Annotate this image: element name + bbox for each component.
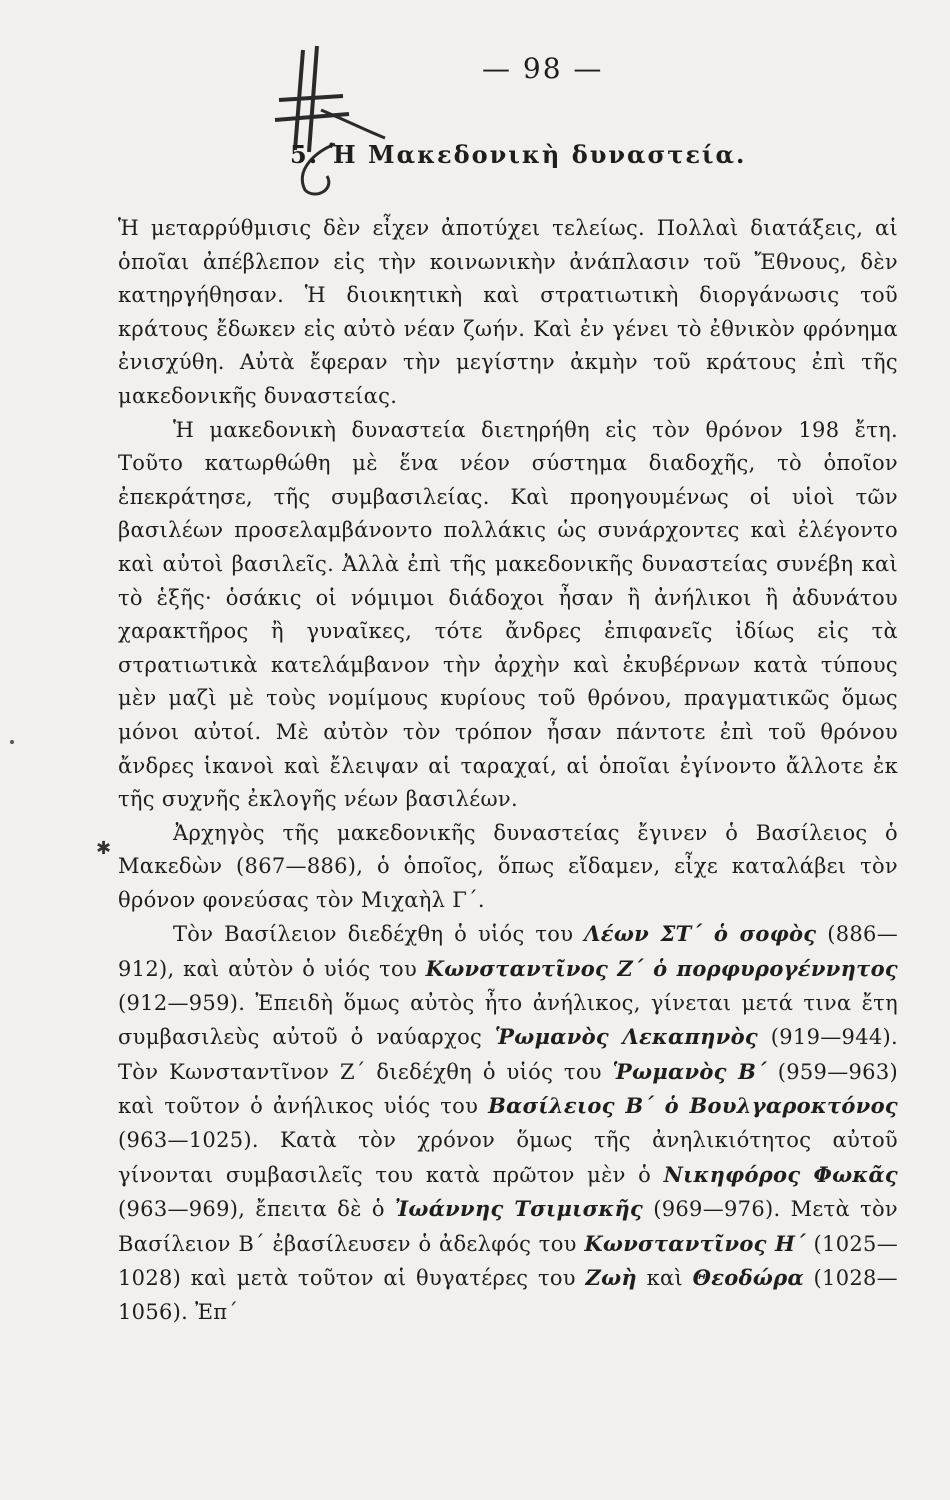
section-heading: 5. Ἡ Μακεδονικὴ δυναστεία. xyxy=(290,140,747,169)
text-run: (919—944). Τὸν Κωνσταντῖνον Ζ΄ διεδέχθη ὁ υἱός του xyxy=(118,1025,898,1084)
paragraph-p3 xyxy=(118,817,898,918)
text-run: Ἡ μακεδονικὴ δυναστεία διετηρήθη εἰς τὸν θρόνον 198 ἔτη. Τοῦτο κατωρθώθη μὲ ἕνα νέον σύστημα διαδοχῆς, τὸ ὁποῖον ἐπεκράτησε, τῆς συμβασιλείας. Καὶ προηγουμένως οἱ υἱοὶ τῶν βασιλέων προσελαμβάνοντο πολλάκις ὡς συνάρχοντες καὶ ἐλέγοντο καὶ αὐτοὶ βασιλεῖς. Ἀλλὰ ἐπὶ τῆς μακεδονικῆς δυναστείας συνέβη καὶ τὸ ἑξῆς· ὁσάκις οἱ νόμιμοι διάδοχοι ἦσαν ἢ ἀνήλικοι ἢ ἀδυνάτου χαρακτῆρος ἢ γυναῖκες, τότε ἄνδρες ἐπιφανεῖς ἰδίως εἰς τὰ στρατιωτικὰ κατελάμβανον τὴν ἀρχὴν καὶ ἐκυβέρνων κατὰ τύπους μὲν μαζὶ μὲ τοὺς νομίμους κυρίους τοῦ θρόνου, πραγματικῶς ὅμως μόνοι αὐτοί. Μὲ αὐτὸν τὸν τρόπον ἦσαν πάντοτε ἐπὶ τοῦ θρόνου ἄνδρες ἱκανοὶ καὶ ἔλειψαν αἱ ταραχαί, αἱ ὁποῖαι ἐγίνοντο ἄλλοτε ἐκ τῆς συχνῆς ἐκλογῆς νέων βασιλέων. xyxy=(118,417,898,812)
text-run: καὶ xyxy=(636,1266,693,1291)
margin-dot-mark xyxy=(10,740,14,744)
text-run: (969—976). Μετὰ τὸν Βασίλειον Β΄ ἐβασίλευσεν ὁ ἀδελφός του xyxy=(118,1197,898,1256)
paragraph-p2 xyxy=(118,414,898,817)
margin-star-mark: ✱ xyxy=(96,838,112,859)
ruler-name: Βασίλειος Β΄ ὁ Βουλγαροκτόνος xyxy=(488,1093,899,1119)
ruler-name: Ῥωμανὸς Β΄ xyxy=(612,1058,767,1084)
ruler-name: Θεοδώρα xyxy=(692,1265,804,1291)
ruler-name: Ζωὴ xyxy=(585,1265,637,1291)
ruler-name: Νικηφόρος Φωκᾶς xyxy=(663,1161,898,1187)
text-run: (886—912), καὶ αὐτὸν ὁ υἱός του xyxy=(118,922,899,982)
text-run: (963—1025). Κατὰ τὸν χρόνον ὅμως τῆς ἀνηλικιότητος αὐτοῦ γίνονται συμβασιλεῖς του κατὰ πρῶτον μὲν ὁ xyxy=(118,1128,898,1187)
text-run: (912—959). Ἐπειδὴ ὅμως αὐτὸς ἦτο ἀνήλικος, γίνεται μετά τινα ἔτη συμβασιλεὺς αὐτοῦ ὁ ναύαρχος xyxy=(118,990,898,1050)
text-run: Τὸν Βασίλειον διεδέχθη ὁ υἱός του xyxy=(173,922,585,947)
paragraph-p1 xyxy=(118,212,898,414)
ruler-name: Κωνσταντῖνος Ζ΄ ὁ πορφυρογέννητος xyxy=(425,956,898,982)
ruler-name: Ἰωάννης Τσιμισκῆς xyxy=(394,1196,644,1222)
handwritten-annotation-icon xyxy=(265,40,395,200)
page-number: — 98 — xyxy=(482,52,604,85)
paragraph-p4 xyxy=(118,917,898,1329)
text-run: Ἡ μεταρρύθμισις δὲν εἶχεν ἀποτύχει τελείως. Πολλαὶ διατάξεις, αἱ ὁποῖαι ἀπέβλεπον εἰς τὴν κοινωνικὴν ἀνάπλασιν τοῦ Ἔθνους, δὲν κατηργήθησαν. Ἡ διοικητικὴ καὶ στρατιωτικὴ διοργάνωσις τοῦ κράτους ἔδωκεν εἰς αὐτὸ νέαν ζωήν. Καὶ ἐν γένει τὸ ἐθνικὸν φρόνημα ἐνισχύθη. Αὐτὰ ἔφεραν τὴν μεγίστην ἀκμὴν τοῦ κράτους ἐπὶ τῆς μακεδονικῆς δυναστείας. xyxy=(118,216,898,408)
ruler-name: Λέων ΣΤ΄ ὁ σοφὸς xyxy=(584,921,817,947)
body-text xyxy=(118,212,898,1330)
text-run: Ἀρχηγὸς τῆς μακεδονικῆς δυναστείας ἔγινεν ὁ Βασίλειος ὁ Μακεδὼν (867—886), ὁ ὁποῖος, ὅπως εἴδαμεν, εἶχε καταλάβει τὸν θρόνον φονεύσας τὸν Μιχαὴλ Γ΄. xyxy=(118,820,898,912)
text-run: (1025—1028) καὶ μετὰ τοῦτον αἱ θυγατέρες του xyxy=(118,1231,898,1291)
text-run: (963—969), ἔπειτα δὲ ὁ xyxy=(118,1197,395,1222)
text-run: (959—963) καὶ τοῦτον ὁ ἀνήλικος υἱός του xyxy=(118,1059,898,1119)
ruler-name: Ῥωμανὸς Λεκαπηνὸς xyxy=(494,1024,759,1050)
ruler-name: Κωνσταντῖνος Η΄ xyxy=(584,1230,806,1256)
text-run: (1028—1056). Ἐπ΄ xyxy=(118,1266,898,1324)
